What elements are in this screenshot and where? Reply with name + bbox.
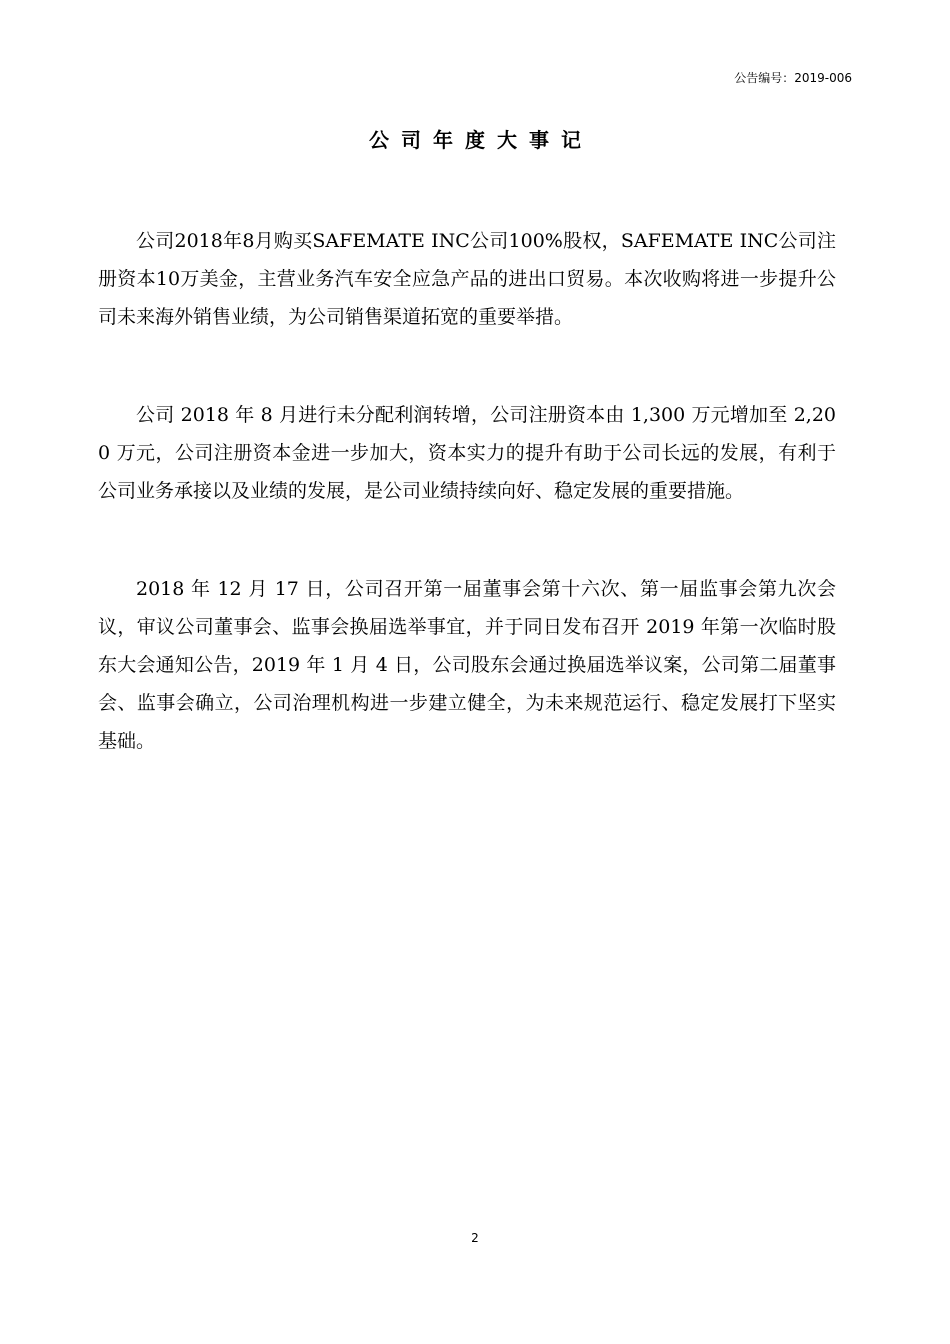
- announcement-number: 公告编号：2019-006: [734, 71, 852, 85]
- document-body: [98, 222, 836, 820]
- paragraph-board-election: 2018 年 12 月 17 日，公司召开第一届董事会第十六次、第一届监事会第九次会议，审议公司董事会、监事会换届选举事宜，并于同日发布召开 2019 年第一次临时股东大会通知公告，2019 年 1 月 4 日，公司股东会通过换届选举议案，公司第二届董事会、监事会确立，公司治理机构进一步建立健全，为未来规范运行、稳定发展打下坚实基础。: [98, 578, 836, 752]
- paragraph-acquisition: 公司2018年8月购买SAFEMATE INC公司100%股权，SAFEMATE INC公司注册资本10万美金，主营业务汽车安全应急产品的进出口贸易。本次收购将进一步提升公司未来海外销售业绩，为公司销售渠道拓宽的重要举措。: [98, 230, 836, 328]
- document-title: 公司年度大事记: [369, 128, 593, 152]
- paragraph-capital-increase: 公司 2018 年 8 月进行未分配利润转增，公司注册资本由 1,300 万元增加至 2,200 万元，公司注册资本金进一步加大，资本实力的提升有助于公司长远的发展，有利于公司业务承接以及业绩的发展，是公司业绩持续向好、稳定发展的重要措施。: [98, 404, 836, 502]
- page-number: 2: [471, 1231, 479, 1245]
